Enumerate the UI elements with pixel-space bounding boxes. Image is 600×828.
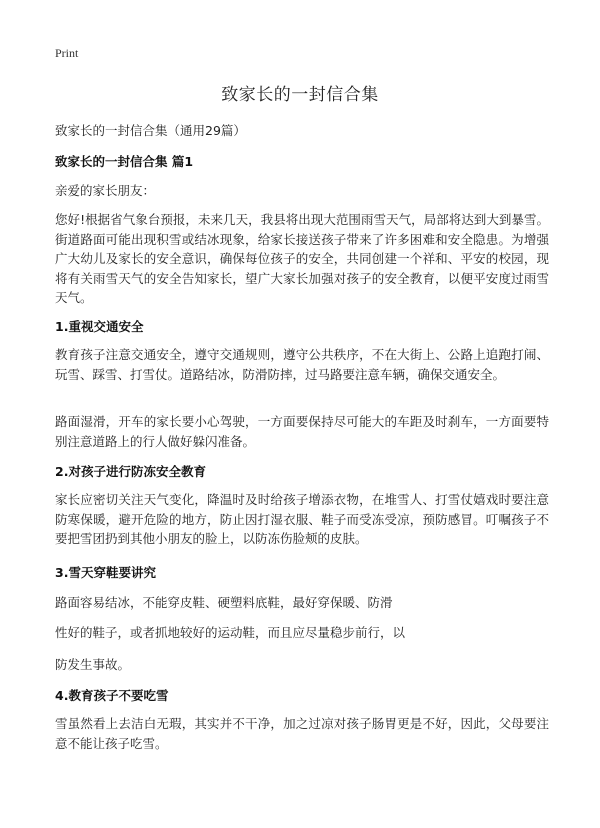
heading-cold-protection: 2.对孩子进行防冻安全教育 — [55, 464, 206, 479]
page-title: 致家长的一封信合集 — [221, 85, 379, 105]
section-heading: 致家长的一封信合集 篇1 — [55, 154, 194, 169]
paragraph-traffic-2: 路面湿滑，开车的家长要小心驾驶，一方面要保持尽可能大的车距及时刹车，一方面要特别注意道路上的行人做好躲闪准备。 — [55, 414, 549, 449]
heading-traffic-safety: 1.重视交通安全 — [55, 319, 144, 334]
greeting: 亲爱的家长朋友： — [55, 183, 156, 198]
shoes-line-3: 防发生事故。 — [55, 657, 131, 672]
document-subtitle: 致家长的一封信合集（通用29篇） — [55, 123, 246, 138]
paragraph-traffic-1: 教育孩子注意交通安全，遵守交通规则，遵守公共秩序，不在大街上、公路上追跑打闹、玩雪、踩雪、打雪仗。道路结冰，防滑防摔，过马路要注意车辆，确保交通安全。 — [55, 347, 549, 382]
intro-paragraph: 您好!根据省气象台预报，未来几天，我县将出现大范围雨雪天气，局部将达到大到暴雪。街道路面可能出现积雪或结冰现象，给家长接送孩子带来了许多困难和安全隐患。为增强广大幼儿及家长的安全意识，确保每位孩子的安全，共同创建一个祥和、平安的校园，现将有关雨雪天气的安全告知家长，望广大家长加强对孩子的安全教育，以便平安度过雨雪天气。 — [55, 212, 549, 305]
shoes-line-2: 性好的鞋子，或者抓地较好的运动鞋，而且应尽量稳步前行，以 — [55, 625, 406, 640]
shoes-line-1: 路面容易结冰，不能穿皮鞋、硬塑料底鞋，最好穿保暖、防滑 — [55, 595, 393, 610]
heading-snow-shoes: 3.雪天穿鞋要讲究 — [55, 565, 156, 580]
paragraph-cold-protection: 家长应密切关注天气变化，降温时及时给孩子增添衣物，在堆雪人、打雪仗嬉戏时要注意防寒保暖，避开危险的地方，防止因打湿衣服、鞋子而受冻受凉，预防感冒。叮嘱孩子不要把雪团扔到其他小朋友的脸上，以防冻伤脸颊的皮肤。 — [55, 492, 549, 546]
print-label[interactable]: Print — [55, 46, 79, 60]
paragraph-no-eating-snow: 雪虽然看上去洁白无瑕，其实并不干净，加之过凉对孩子肠胃更是不好，因此，父母要注意不能让孩子吃雪。 — [55, 716, 549, 751]
heading-no-eating-snow: 4.教育孩子不要吃雪 — [55, 688, 169, 703]
